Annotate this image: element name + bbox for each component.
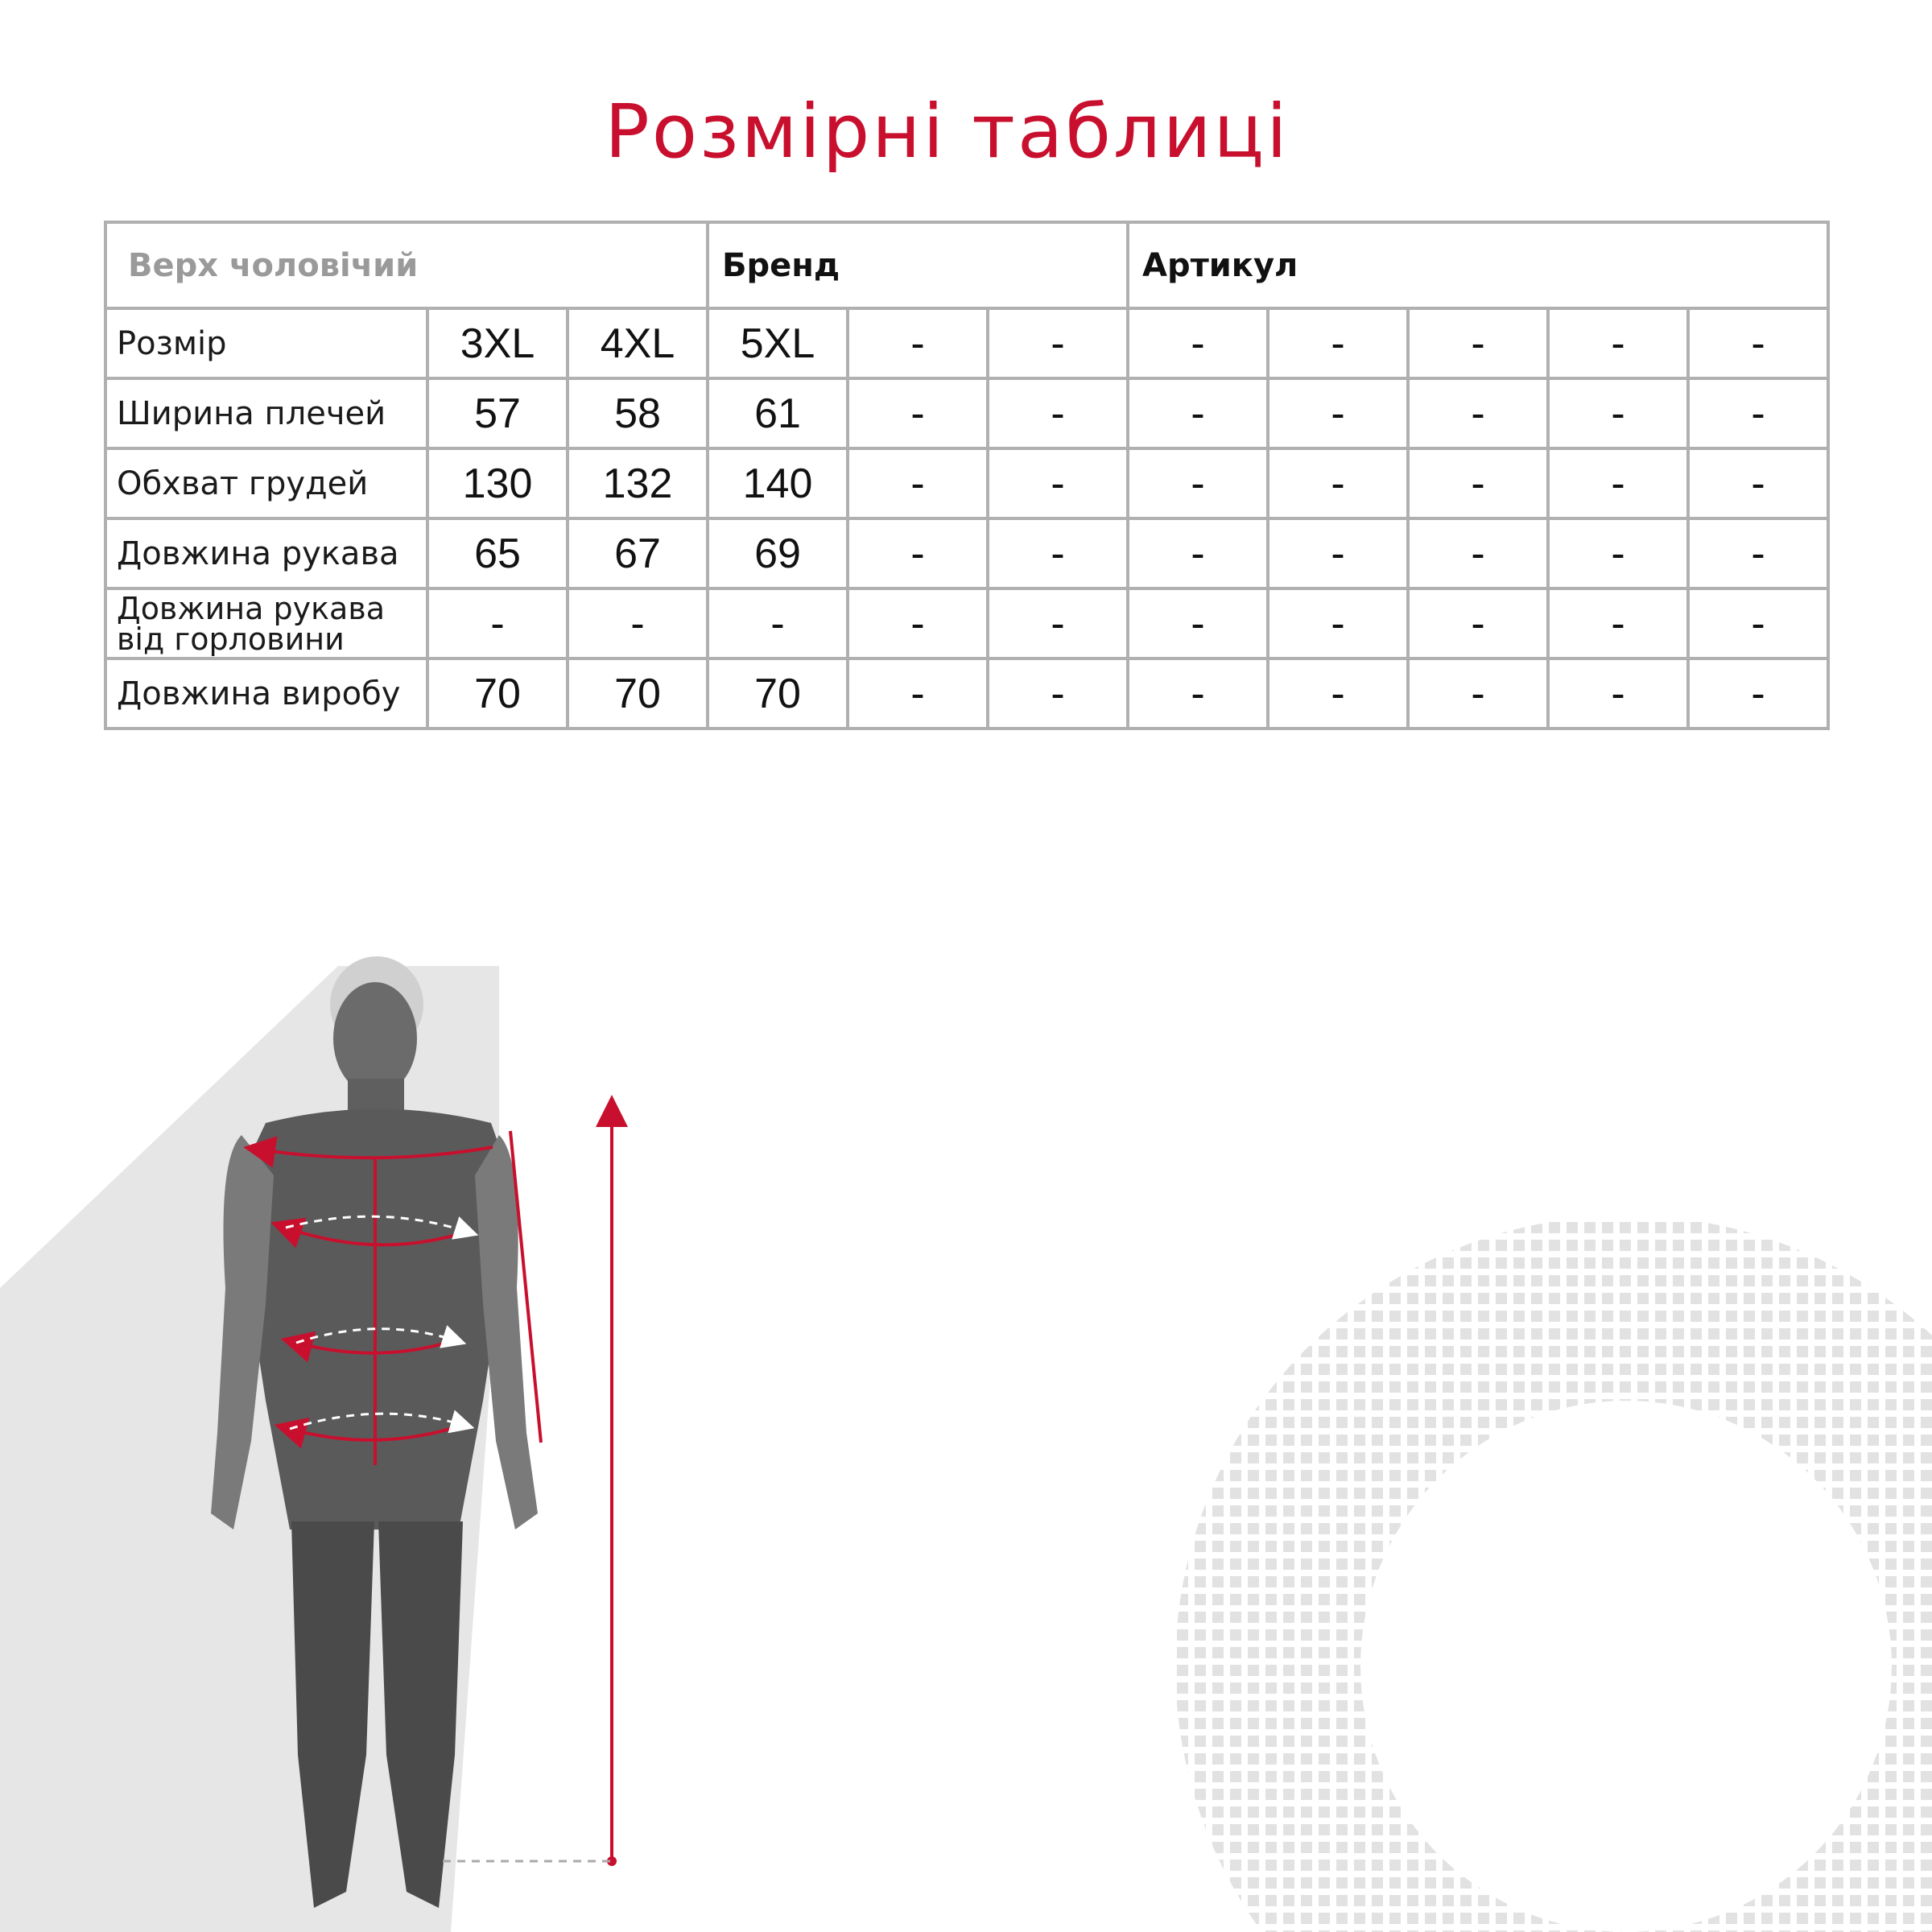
table-cell: -: [1128, 308, 1268, 378]
table-cell: -: [1128, 448, 1268, 518]
table-cell: 65: [427, 518, 568, 588]
table-cell: 70: [427, 658, 568, 729]
table-cell: -: [1688, 518, 1828, 588]
table-cell: 69: [708, 518, 848, 588]
table-cell: -: [1548, 658, 1688, 729]
table-cell: -: [1128, 658, 1268, 729]
table-cell: -: [1408, 518, 1548, 588]
table-cell: -: [1268, 448, 1408, 518]
table-cell: -: [848, 658, 988, 729]
table-cell: 70: [568, 658, 708, 729]
table-cell: 57: [427, 378, 568, 448]
row-label: Довжина рукава: [105, 518, 427, 588]
table-cell: -: [848, 448, 988, 518]
table-cell: -: [1128, 588, 1268, 658]
table-cell: 4XL: [568, 308, 708, 378]
table-cell: -: [1128, 378, 1268, 448]
table-cell: 58: [568, 378, 708, 448]
table-cell: -: [1548, 448, 1688, 518]
table-cell: -: [1408, 308, 1548, 378]
table-cell: 3XL: [427, 308, 568, 378]
table-cell: -: [1128, 518, 1268, 588]
table-cell: 140: [708, 448, 848, 518]
table-cell: -: [988, 658, 1128, 729]
table-cell: -: [1688, 448, 1828, 518]
table-cell: -: [848, 588, 988, 658]
table-cell: -: [1408, 658, 1548, 729]
brand-label: Бренд: [708, 222, 1128, 308]
table-cell: 70: [708, 658, 848, 729]
table-cell: -: [427, 588, 568, 658]
row-label: Ширина плечей: [105, 378, 427, 448]
table-cell: -: [1548, 588, 1688, 658]
table-cell: -: [1268, 588, 1408, 658]
table-cell: -: [568, 588, 708, 658]
mannequin-illustration: [0, 950, 660, 1932]
table-cell: 5XL: [708, 308, 848, 378]
category-label: Верх чоловічий: [105, 222, 708, 308]
size-table: [104, 221, 1830, 730]
table-cell: -: [1688, 658, 1828, 729]
table-cell: -: [1688, 308, 1828, 378]
table-cell: -: [1688, 588, 1828, 658]
table-cell: -: [848, 518, 988, 588]
table-cell: -: [1548, 378, 1688, 448]
table-cell: -: [1408, 448, 1548, 518]
table-row: [105, 518, 1828, 588]
table-row: [105, 378, 1828, 448]
table-cell: -: [1268, 308, 1408, 378]
ornament-decoration: [1175, 1167, 1932, 1932]
table-cell: -: [988, 448, 1128, 518]
table-cell: -: [1268, 378, 1408, 448]
table-cell: 130: [427, 448, 568, 518]
table-header-row: [105, 222, 1828, 308]
table-cell: -: [1268, 518, 1408, 588]
table-cell: -: [708, 588, 848, 658]
table-cell: -: [1268, 658, 1408, 729]
table-row: [105, 448, 1828, 518]
table-cell: -: [988, 518, 1128, 588]
table-row: [105, 588, 1828, 658]
table-cell: -: [988, 308, 1128, 378]
table-cell: -: [1688, 378, 1828, 448]
table-cell: -: [848, 378, 988, 448]
table-cell: 61: [708, 378, 848, 448]
table-cell: 67: [568, 518, 708, 588]
table-cell: -: [1548, 518, 1688, 588]
table-cell: -: [1408, 588, 1548, 658]
table-cell: -: [988, 588, 1128, 658]
table-row: [105, 308, 1828, 378]
table-cell: -: [1548, 308, 1688, 378]
row-label: Довжина рукава від горловини: [105, 588, 427, 658]
table-cell: 132: [568, 448, 708, 518]
row-label: Обхват грудей: [105, 448, 427, 518]
table-cell: -: [848, 308, 988, 378]
article-label: Артикул: [1128, 222, 1828, 308]
table-row: [105, 658, 1828, 729]
table-cell: -: [1408, 378, 1548, 448]
page-title: Розмірні таблиці: [605, 89, 1290, 175]
row-label: Розмір: [105, 308, 427, 378]
table-cell: -: [988, 378, 1128, 448]
row-label: Довжина виробу: [105, 658, 427, 729]
